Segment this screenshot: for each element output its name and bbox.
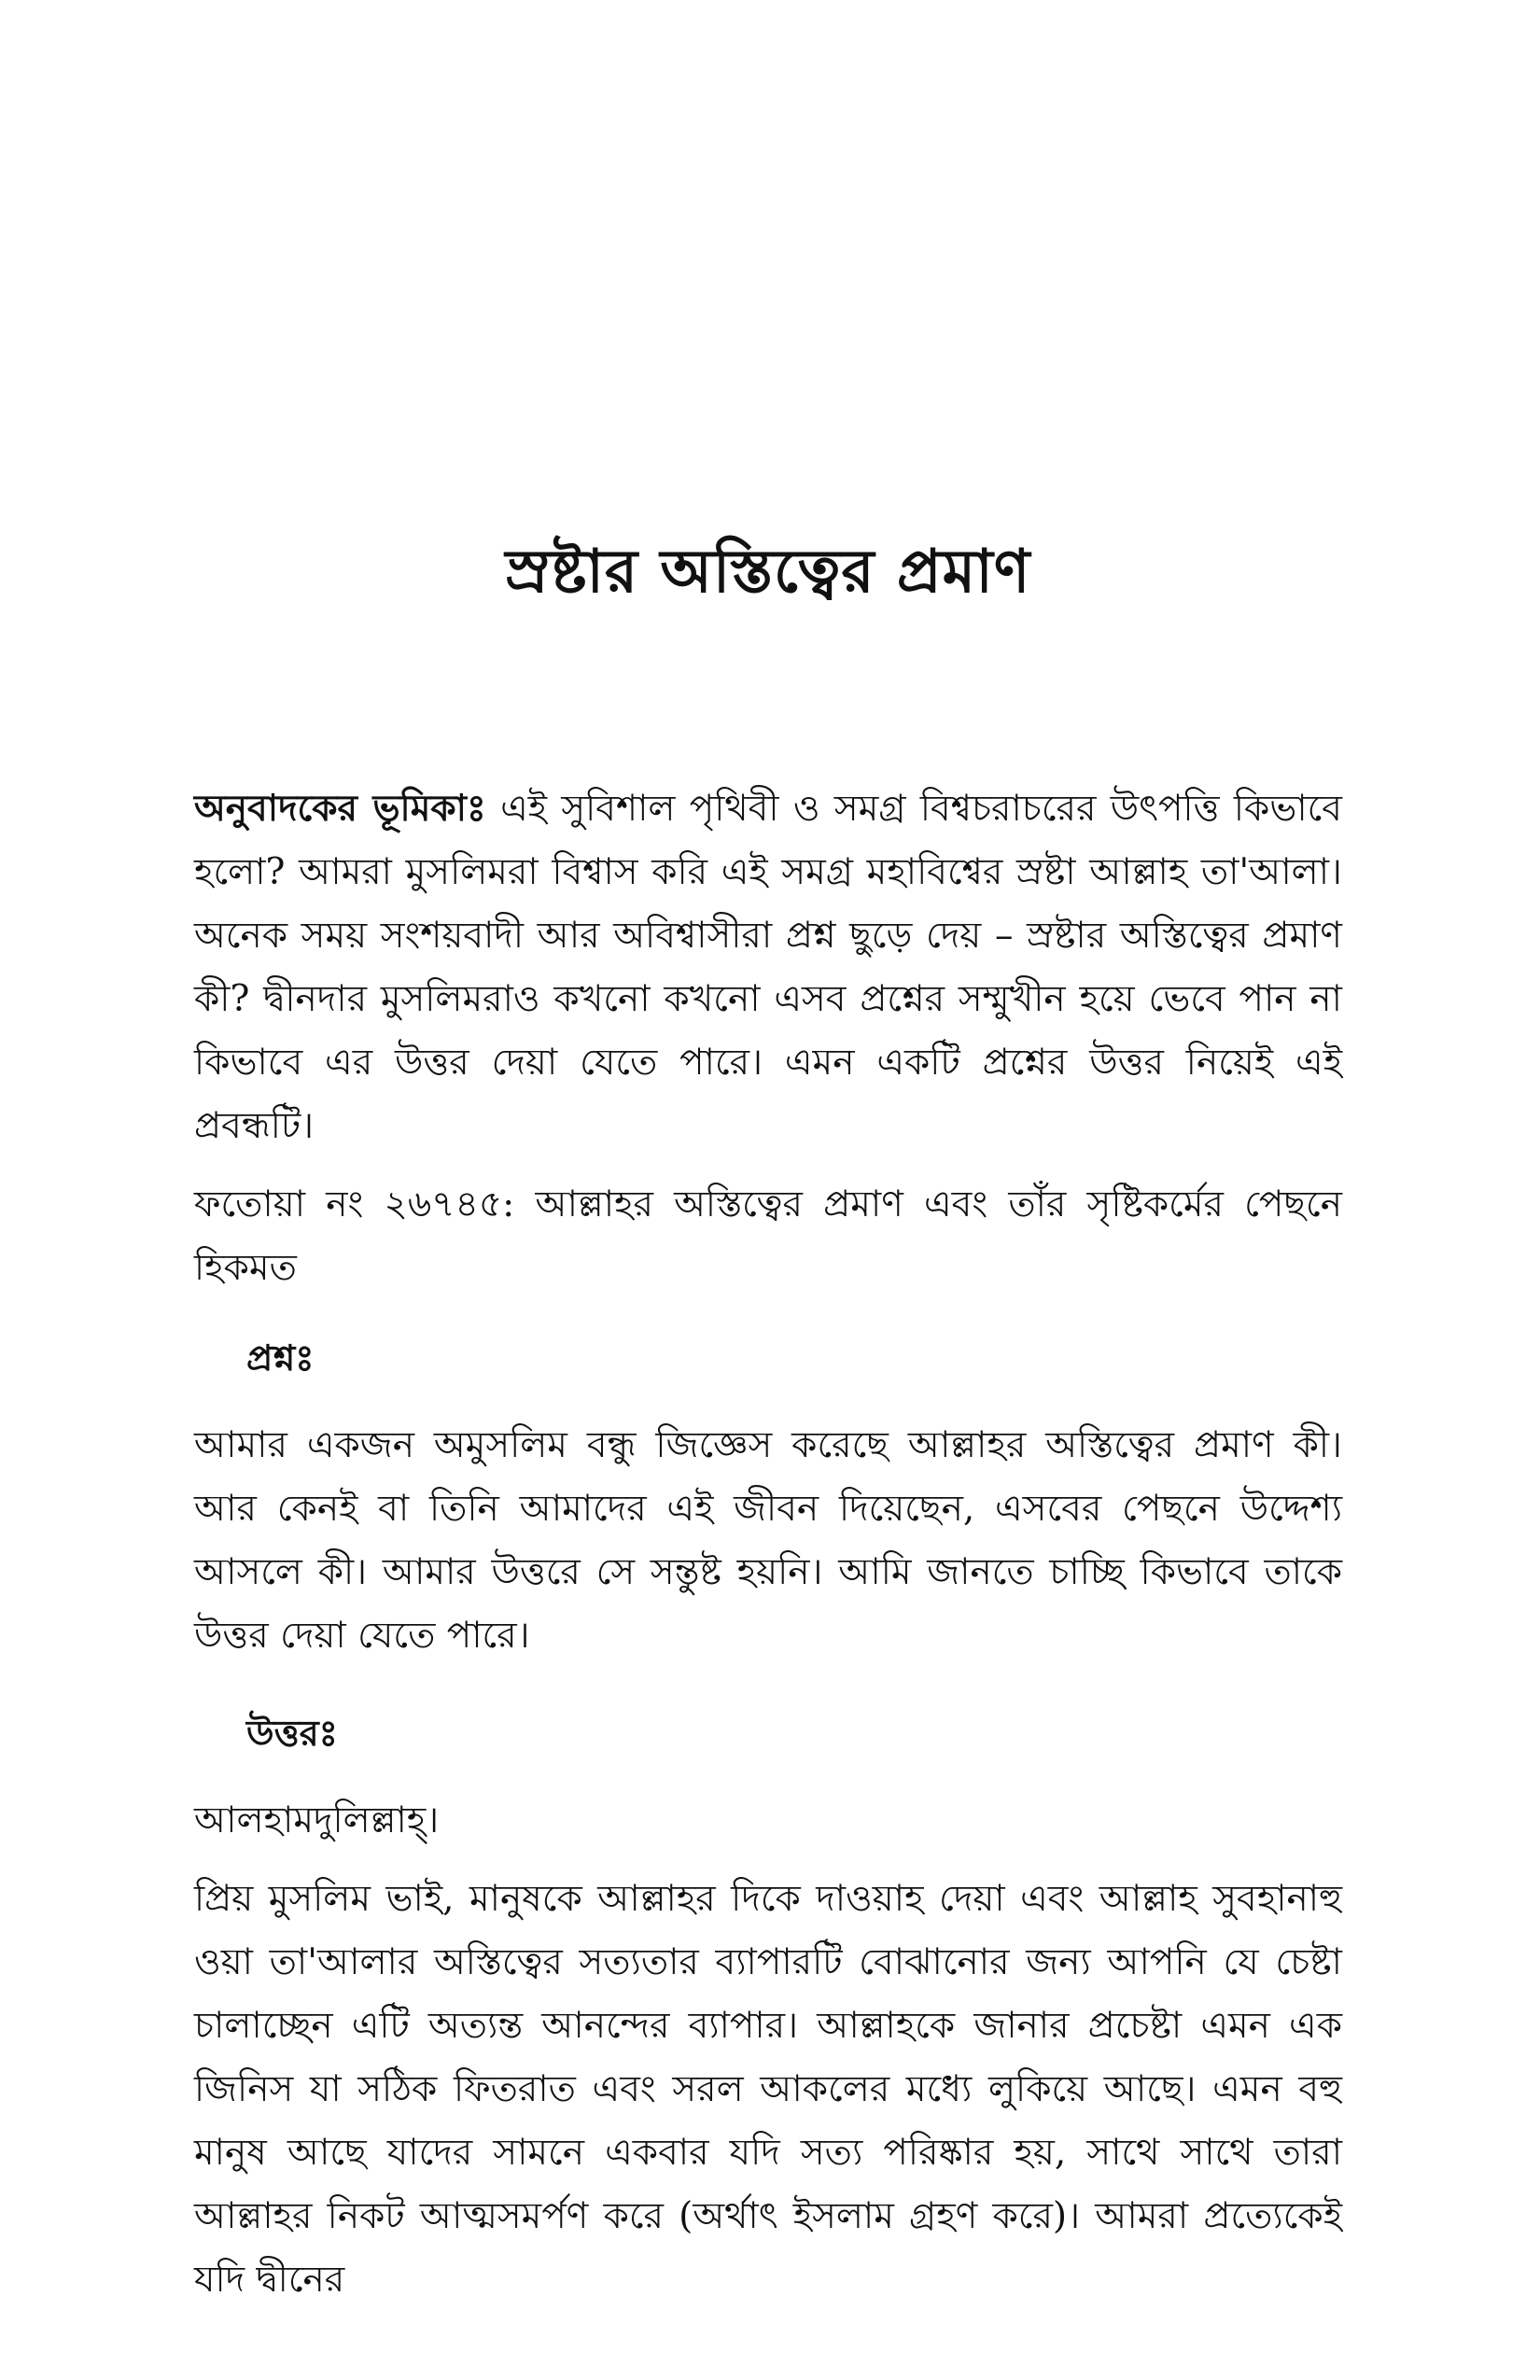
fatwa-line: ফতোয়া নং ২৬৭৪৫: আল্লাহর অস্তিত্বের প্রমাণ এবং তাঁর সৃষ্টিকর্মের পেছনে হিকমত [194, 1183, 1342, 1289]
answer-text: প্রিয় মুসলিম ভাই, মানুষকে আল্লাহর দিকে দাওয়াহ দেয়া এবং আল্লাহ সুবহানাহু ওয়া তা'আলার অস্তিত্বের সত্যতার ব্যাপারটি বোঝানোর জন্য আপনি যে চেষ্টা চালাচ্ছেন এটি অত্যন্ত আনন্দের ব্যাপার। আল্লাহকে জানার প্রচেষ্টা এমন এক জিনিস যা সঠিক ফিতরাত এবং সরল আকলের মধ্যে লুকিয়ে আছে। এমন বহু মানুষ আছে যাদের সামনে একবার যদি সত্য পরিষ্কার হয়, সাথে সাথে তারা আল্লাহর নিকট আত্মসমর্পণ করে (অর্থাৎ ইসলাম গ্রহণ করে)। আমরা প্রত্যেকেই যদি দ্বীনের [194, 1878, 1342, 2301]
intro-paragraph [194, 777, 1342, 1158]
answer-heading: উত্তরঃ [246, 1712, 338, 1754]
intro-text: এই সুবিশাল পৃথিবী ও সমগ্র বিশ্বচরাচরের উৎপত্তি কিভাবে হলো? আমরা মুসলিমরা বিশ্বাস করি এই সমগ্র মহাবিশ্বের স্রষ্টা আল্লাহ তা'আলা। অনেক সময় সংশয়বাদী আর অবিশ্বাসীরা প্রশ্ন ছুড়ে দেয় – স্রষ্টার অস্তিত্বের প্রমাণ কী? দ্বীনদার মুসলিমরাও কখনো কখনো এসব প্রশ্নের সম্মুখীন হয়ে ভেবে পান না কিভাবে এর উত্তর দেয়া যেতে পারে। এমন একটি প্রশ্নের উত্তর নিয়েই এই প্রবন্ধটি। [194, 788, 1343, 1147]
question-heading: প্রশ্নঃ [246, 1337, 315, 1379]
intro-label: অনুবাদকের ভূমিকাঃ [194, 787, 486, 830]
article-body [194, 777, 1342, 2327]
question-text: আমার একজন অমুসলিম বন্ধু জিজ্ঞেস করেছে আল্লাহর অস্তিত্বের প্রমাণ কী। আর কেনই বা তিনি আমাদের এই জীবন দিয়েছেন, এসবের পেছনে উদ্দেশ্য আসলে কী। আমার উত্তরে সে সন্তুষ্ট হয়নি। আমি জানতে চাচ্ছি কিভাবে তাকে উত্তর দেয়া যেতে পারে। [194, 1424, 1342, 1657]
answer-opening: আলহামদুলিল্লাহ্‌। [194, 1799, 440, 1841]
page-title: স্রষ্টার অস্তিত্বের প্রমাণ [505, 536, 1031, 607]
